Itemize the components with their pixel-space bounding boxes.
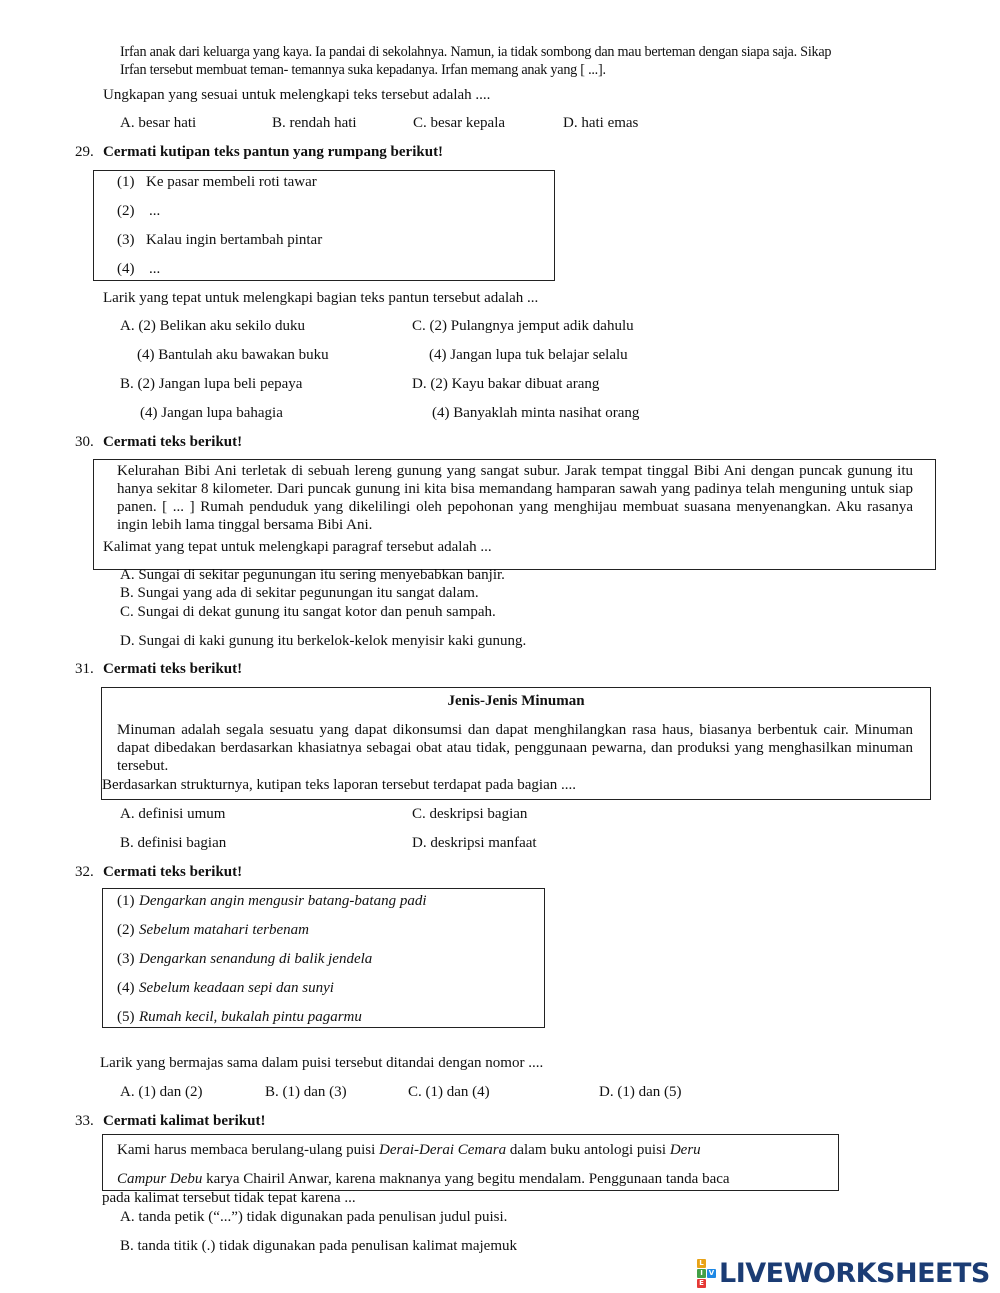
pantun-line-2-num: (2)	[117, 203, 135, 219]
pantun-line-3: Kalau ingin bertambah pintar	[146, 232, 323, 248]
q28-option-b[interactable]: B. rendah hati	[272, 115, 357, 131]
q32-prompt: Larik yang bermajas sama dalam puisi tersebut ditandai dengan nomor ....	[100, 1055, 544, 1071]
poem-line-4-num: (4)	[117, 980, 135, 996]
q28-passage-line-1: Irfan anak dari keluarga yang kaya. Ia pandai di sekolahnya. Namun, ia tidak sombong dan mau berteman dengan siapa saja. Sikap	[120, 44, 832, 60]
q30-passage: Kelurahan Bibi Ani terletak di sebuah lereng gunung yang sangat subur. Jarak tempat tinggal Bibi Ani dengan puncak gunung itu hanya sekitar 8 kilometer. Dari puncak gunung ini kita bisa memandang hamparan sawah yang padinya telah menguning untuk siap panen. [ ... ] Rumah penduduk yang dikelilingi oleh pepohonan yang menghijau membuat suasana menyenangkan. Aku rasanya ingin lebih lama tinggal bersama Bibi Ani.	[117, 463, 913, 533]
q28-option-a[interactable]: A. besar hati	[120, 115, 197, 131]
q33-number: 33.	[75, 1113, 94, 1129]
q31-option-b[interactable]: B. definisi bagian	[120, 835, 227, 851]
q29-option-a[interactable]: A. (2) Belikan aku sekilo duku	[120, 318, 305, 334]
q30-option-d[interactable]: D. Sungai di kaki gunung itu berkelok-kelok menyisir kaki gunung.	[120, 633, 527, 649]
poem-line-5-num: (5)	[117, 1009, 135, 1025]
logo-tile-i: I	[697, 1269, 706, 1278]
q29-option-d[interactable]: D. (2) Kayu bakar dibuat arang	[412, 376, 600, 392]
q30-number: 30.	[75, 434, 94, 450]
q32-poem-box	[102, 888, 545, 1028]
q32-option-c[interactable]: C. (1) dan (4)	[408, 1084, 490, 1100]
q32-option-b[interactable]: B. (1) dan (3)	[265, 1084, 347, 1100]
q33-text-2b: karya Chairil Anwar, karena maknanya yang begitu mendalam. Penggunaan tanda baca	[202, 1171, 730, 1187]
liveworksheets-logo[interactable]	[697, 1258, 990, 1288]
q29-title: Cermati kutipan teks pantun yang rumpang berikut!	[103, 144, 444, 160]
q28-option-c[interactable]: C. besar kepala	[413, 115, 506, 131]
q28-prompt: Ungkapan yang sesuai untuk melengkapi teks tersebut adalah ....	[103, 87, 491, 103]
logo-tile-e: E	[697, 1279, 706, 1288]
q29-option-b[interactable]: B. (2) Jangan lupa beli pepaya	[120, 376, 303, 392]
q29-prompt: Larik yang tepat untuk melengkapi bagian teks pantun tersebut adalah ...	[103, 290, 539, 306]
q31-number: 31.	[75, 661, 94, 677]
poem-line-5: Rumah kecil, bukalah pintu pagarmu	[139, 1009, 362, 1025]
q33-poem-title: Derai-Derai Cemara	[379, 1142, 507, 1158]
q30-prompt: Kalimat yang tepat untuk melengkapi paragraf tersebut adalah ...	[103, 539, 492, 555]
q33-option-a[interactable]: A. tanda petik (“...”) tidak digunakan pada penulisan judul puisi.	[120, 1209, 508, 1225]
pantun-line-1: Ke pasar membeli roti tawar	[146, 174, 317, 190]
q30-option-c[interactable]: C. Sungai di dekat gunung itu sangat kotor dan penuh sampah.	[120, 604, 496, 620]
q33-text-1a: Kami harus membaca berulang-ulang puisi	[117, 1142, 380, 1158]
q30-option-b[interactable]: B. Sungai yang ada di sekitar pegunungan itu sangat dalam.	[120, 585, 479, 601]
q29-option-c[interactable]: C. (2) Pulangnya jemput adik dahulu	[412, 318, 634, 334]
q32-option-a[interactable]: A. (1) dan (2)	[120, 1084, 203, 1100]
q32-number: 32.	[75, 864, 94, 880]
poem-line-3-num: (3)	[117, 951, 135, 967]
q31-option-c[interactable]: C. deskripsi bagian	[412, 806, 528, 822]
poem-line-2-num: (2)	[117, 922, 135, 938]
q28-option-d[interactable]: D. hati emas	[563, 115, 639, 131]
pantun-line-4-num: (4)	[117, 261, 135, 277]
q33-prompt: pada kalimat tersebut tidak tepat karena ...	[102, 1190, 356, 1206]
pantun-line-4: ...	[149, 261, 161, 277]
q31-option-a[interactable]: A. definisi umum	[120, 806, 226, 822]
q31-option-d[interactable]: D. deskripsi manfaat	[412, 835, 537, 851]
q33-sentence-line-1	[117, 1141, 701, 1159]
logo-tile-l: L	[697, 1259, 706, 1268]
q29-option-b-line-2[interactable]: (4) Jangan lupa bahagia	[140, 405, 283, 421]
poem-line-1: Dengarkan angin mengusir batang-batang padi	[139, 893, 427, 909]
q31-passage: Minuman adalah segala sesuatu yang dapat dikonsumsi dan dapat menghilangkan rasa haus, biasanya berbentuk cair. Minuman dapat dibedakan berdasarkan khasiatnya sebagai obat atau tidak, penggunaan pewarna, dan produksi yang menghasilkan minuman tersebut.	[117, 722, 913, 774]
logo-mark	[697, 1259, 716, 1288]
pantun-line-2: ...	[149, 203, 161, 219]
q33-book-title-part-1: Deru	[669, 1142, 701, 1158]
q29-option-a-line-2[interactable]: (4) Bantulah aku bawakan buku	[137, 347, 329, 363]
poem-line-4: Sebelum keadaan sepi dan sunyi	[139, 980, 334, 996]
logo-tile-v: V	[708, 1268, 715, 1277]
pantun-line-1-num: (1)	[117, 174, 135, 190]
q29-number: 29.	[75, 144, 94, 160]
q32-option-d[interactable]: D. (1) dan (5)	[599, 1084, 682, 1100]
q31-title: Cermati teks berikut!	[103, 661, 243, 677]
poem-line-1-num: (1)	[117, 893, 135, 909]
q28-passage-line-2: Irfan tersebut membuat teman- temannya suka kepadanya. Irfan memang anak yang [ ...].	[120, 62, 606, 78]
q30-option-a[interactable]: A. Sungai di sekitar pegunungan itu sering menyebabkan banjir.	[120, 567, 505, 583]
q29-pantun-box	[93, 170, 555, 281]
q33-book-title-part-2: Campur Debu	[117, 1171, 203, 1187]
pantun-line-3-num: (3)	[117, 232, 135, 248]
poem-line-3: Dengarkan senandung di balik jendela	[139, 951, 373, 967]
q29-option-c-line-2[interactable]: (4) Jangan lupa tuk belajar selalu	[429, 347, 628, 363]
q31-prompt: Berdasarkan strukturnya, kutipan teks laporan tersebut terdapat pada bagian ....	[102, 777, 577, 793]
q33-sentence-line-2	[117, 1170, 730, 1188]
q32-title: Cermati teks berikut!	[103, 864, 243, 880]
logo-text: LIVEWORKSHEETS	[719, 1257, 990, 1289]
q33-title: Cermati kalimat berikut!	[103, 1113, 266, 1129]
poem-line-2: Sebelum matahari terbenam	[139, 922, 309, 938]
q33-text-1c: dalam buku antologi puisi	[506, 1142, 670, 1158]
q30-title: Cermati teks berikut!	[103, 434, 243, 450]
q33-option-b[interactable]: B. tanda titik (.) tidak digunakan pada penulisan kalimat majemuk	[120, 1238, 517, 1254]
q31-box-title: Jenis-Jenis Minuman	[447, 693, 585, 709]
q29-option-d-line-2[interactable]: (4) Banyaklah minta nasihat orang	[432, 405, 640, 421]
